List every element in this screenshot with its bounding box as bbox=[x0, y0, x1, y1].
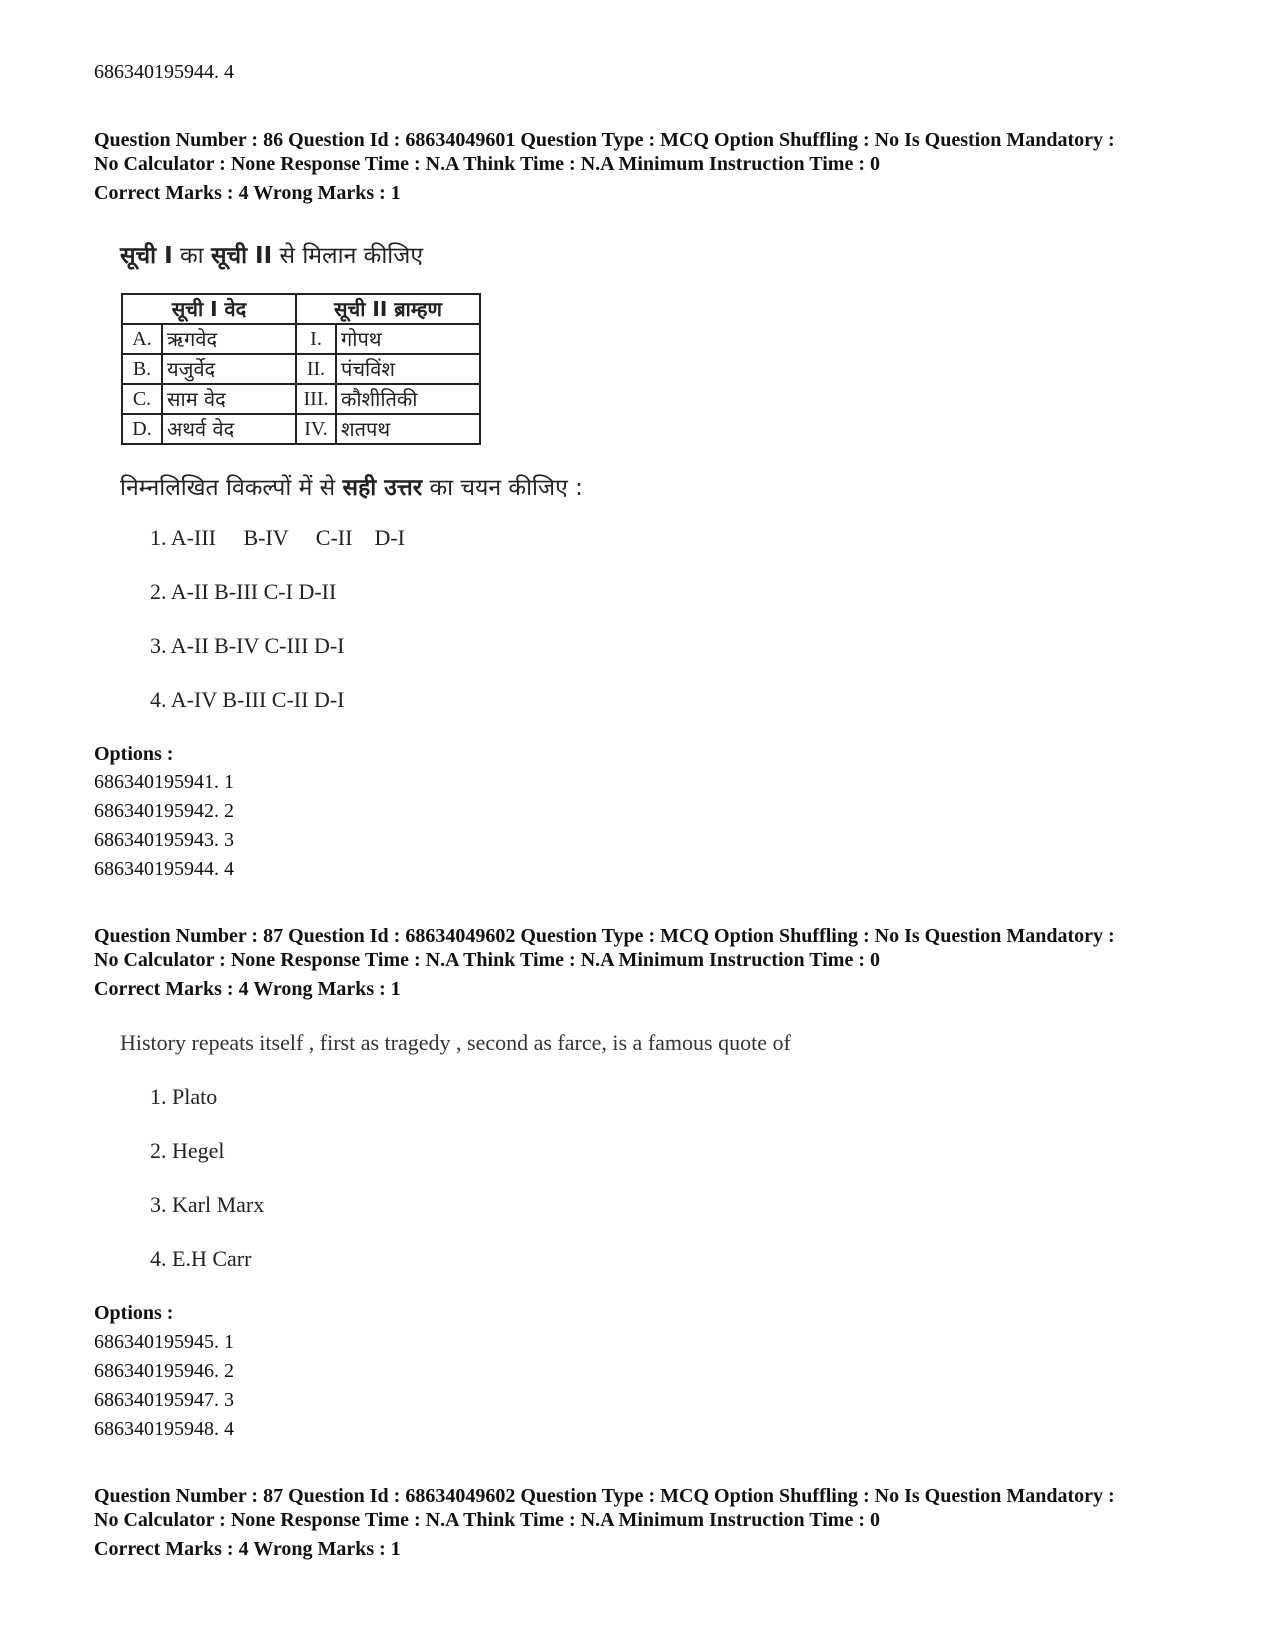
q87-marks: Correct Marks : 4 Wrong Marks : 1 bbox=[94, 978, 401, 1000]
row-right-value: पंचविंश bbox=[336, 354, 480, 384]
q86-choice-3: 3. A-II B-IV C-III D-I bbox=[150, 633, 345, 658]
row-roman: III. bbox=[296, 384, 336, 414]
row-roman: I. bbox=[296, 324, 336, 354]
q86-table-header-list2: सूची II ब्राम्हण bbox=[296, 294, 480, 324]
q86-choose-suffix: का चयन कीजिए : bbox=[422, 475, 583, 501]
q87b-meta-line1: Question Number : 87 Question Id : 68634049602 Question Type : MCQ Option Shuffling : No Is Question Mandatory : bbox=[94, 1485, 1115, 1507]
q86-option-3: 686340195943. 3 bbox=[94, 829, 234, 851]
q87-choice-2: 2. Hegel bbox=[150, 1138, 225, 1163]
q86-instruction-ka: का bbox=[172, 243, 211, 269]
q86-instruction-rest: से मिलान कीजिए bbox=[272, 243, 424, 269]
row-right-value: गोपथ bbox=[336, 324, 480, 354]
q86-choose-prompt bbox=[120, 470, 583, 502]
top-option: 686340195944. 4 bbox=[94, 61, 234, 83]
row-letter: B. bbox=[122, 354, 162, 384]
q86-meta-line2: No Calculator : None Response Time : N.A Think Time : N.A Minimum Instruction Time : 0 bbox=[94, 153, 880, 175]
row-letter: C. bbox=[122, 384, 162, 414]
q86-options-label: Options : bbox=[94, 743, 174, 765]
q86-instruction-list2: सूची II bbox=[210, 243, 273, 269]
q87-question: History repeats itself , first as tragedy , second as farce, is a famous quote of bbox=[120, 1030, 791, 1055]
q86-match-table bbox=[121, 293, 481, 445]
q86-table-header-list1: सूची I वेद bbox=[122, 294, 296, 324]
row-left-value: साम वेद bbox=[162, 384, 296, 414]
row-right-value: शतपथ bbox=[336, 414, 480, 444]
table-row bbox=[122, 354, 480, 384]
row-left-value: अथर्व वेद bbox=[162, 414, 296, 444]
q86-option-2: 686340195942. 2 bbox=[94, 800, 234, 822]
row-right-value: कौशीतिकी bbox=[336, 384, 480, 414]
q87b-meta-line2: No Calculator : None Response Time : N.A Think Time : N.A Minimum Instruction Time : 0 bbox=[94, 1509, 880, 1531]
q86-option-1: 686340195941. 1 bbox=[94, 771, 234, 793]
q86-choice-1: 1. A-III B-IV C-II D-I bbox=[150, 525, 405, 550]
table-row bbox=[122, 414, 480, 444]
q86-table-header-row bbox=[122, 294, 480, 324]
q87-option-2: 686340195946. 2 bbox=[94, 1360, 234, 1382]
q87-choice-3: 3. Karl Marx bbox=[150, 1192, 265, 1217]
q87-meta-line2: No Calculator : None Response Time : N.A Think Time : N.A Minimum Instruction Time : 0 bbox=[94, 949, 880, 971]
row-roman: IV. bbox=[296, 414, 336, 444]
q87-options-label: Options : bbox=[94, 1302, 174, 1324]
q86-choose-prefix: निम्नलिखित विकल्पों में से bbox=[120, 475, 343, 501]
q86-instruction-list1: सूची I bbox=[120, 243, 173, 269]
q87-option-3: 686340195947. 3 bbox=[94, 1389, 234, 1411]
table-row bbox=[122, 384, 480, 414]
q87-choice-4: 4. E.H Carr bbox=[150, 1246, 252, 1271]
table-row bbox=[122, 324, 480, 354]
q86-choose-correct: सही उत्तर bbox=[342, 475, 423, 501]
q87-choice-1: 1. Plato bbox=[150, 1084, 218, 1109]
q87-meta-line1: Question Number : 87 Question Id : 68634049602 Question Type : MCQ Option Shuffling : No Is Question Mandatory : bbox=[94, 925, 1115, 947]
q86-choice-4: 4. A-IV B-III C-II D-I bbox=[150, 687, 345, 712]
row-left-value: ऋगवेद bbox=[162, 324, 296, 354]
q87b-marks: Correct Marks : 4 Wrong Marks : 1 bbox=[94, 1538, 401, 1560]
row-letter: D. bbox=[122, 414, 162, 444]
q86-choice-2: 2. A-II B-III C-I D-II bbox=[150, 579, 337, 604]
q86-instruction bbox=[120, 238, 423, 270]
row-left-value: यजुर्वेद bbox=[162, 354, 296, 384]
row-roman: II. bbox=[296, 354, 336, 384]
row-letter: A. bbox=[122, 324, 162, 354]
q86-option-4: 686340195944. 4 bbox=[94, 858, 234, 880]
q87-option-4: 686340195948. 4 bbox=[94, 1418, 234, 1440]
q87-option-1: 686340195945. 1 bbox=[94, 1331, 234, 1353]
q86-meta-line1: Question Number : 86 Question Id : 68634049601 Question Type : MCQ Option Shuffling : No Is Question Mandatory : bbox=[94, 129, 1115, 151]
q86-marks: Correct Marks : 4 Wrong Marks : 1 bbox=[94, 182, 401, 204]
